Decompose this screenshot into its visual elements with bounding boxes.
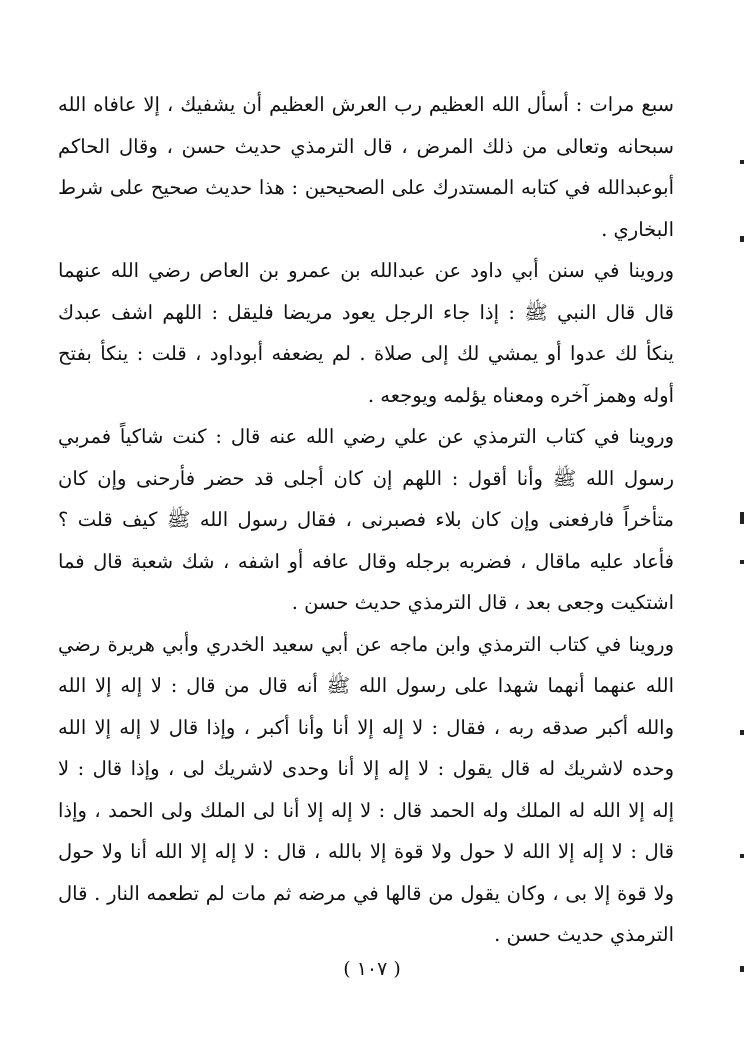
text-line: وحده لاشريك له قال يقول : لا إله إلا أنا وحدى لاشريك لى ، وإذا قال : لا <box>58 757 674 780</box>
text-line: أبوعبدالله في كتابه المستدرك على الصحيحين : هذا حديث صحيح على شرط <box>58 176 674 199</box>
text-line: وروينا في كتاب الترمذي وابن ماجه عن أبي سعيد الخدري وأبي هريرة رضي <box>58 632 674 656</box>
text-line: رسول الله ﷺ وأنا أقول : اللهم إن كان أجلى قد حضر فأرحنى وإن كان <box>58 466 674 490</box>
text-line: ولا قوة إلا بى ، وكان يقول من قالها في مرضه ثم مات لم تطعمه النار . قال <box>58 881 674 905</box>
text-line: وروينا في سنن أبي داود عن عبدالله بن عمرو بن العاص رضي الله عنهما <box>58 259 674 282</box>
margin-mark <box>740 560 744 564</box>
text-line: قال قال النبي ﷺ : إذا جاء الرجل يعود مريضا فليقل : اللهم اشف عبدك <box>58 300 674 324</box>
page-number: ( ١٠٧ ) <box>343 958 401 980</box>
margin-mark <box>740 966 744 972</box>
text-line: والله أكبر صدقه ربه ، فقال : لا إله إلا أنا وأنا أكبر ، وإذا قال لا إله إلا الله <box>58 715 674 739</box>
text-line: الله عنهما أنهما شهدا على رسول الله ﷺ أنه قال من قال : لا إله إلا الله <box>58 674 674 697</box>
text-line: أوله وهمز آخره ومعناه يؤلمه ويوجعه . <box>367 383 674 407</box>
text-line: البخاري . <box>601 217 674 241</box>
text-line: متأخراً فارفعنى وإن كان بلاء فصبرنى ، فقال رسول الله ﷺ كيف قلت ؟ <box>58 508 674 531</box>
text-line: قال : لا إله إلا الله لا حول ولا قوة إلا بالله ، قال : لا إله إلا الله أنا ولا حول <box>58 840 674 863</box>
margin-mark <box>740 160 744 164</box>
text-line: اشتكيت وجعى بعد ، قال الترمذي حديث حسن . <box>291 591 674 614</box>
margin-mark <box>740 512 744 524</box>
margin-mark <box>740 236 744 242</box>
text-line: فأعاد عليه ماقال ، فضربه برجله وقال عافه أو اشفه ، شك شعبة قال فما <box>58 549 674 573</box>
text-line: إله إلا الله له الملك وله الحمد قال : لا إله إلا أنا لى الملك ولى الحمد ، وإذا <box>58 798 674 822</box>
text-line: ينكأ لك عدوا أو يمشي لك إلى صلاة . لم يضعفه أبوداود ، قلت : ينكأ بفتح <box>58 342 674 365</box>
text-line: سبحانه وتعالى من ذلك المرض ، قال الترمذي حديث حسن ، وقال الحاكم <box>58 134 674 158</box>
body-text <box>58 84 674 956</box>
text-line: وروينا في كتاب الترمذي عن علي رضي الله عنه قال : كنت شاكياً فمربي <box>58 425 674 448</box>
margin-mark <box>740 854 744 858</box>
margin-mark <box>740 730 744 735</box>
text-line: سبع مرات : أسأل الله العظيم رب العرش العظيم أن يشفيك ، إلا عافاه الله <box>58 93 674 116</box>
text-line: الترمذي حديث حسن . <box>494 923 674 946</box>
